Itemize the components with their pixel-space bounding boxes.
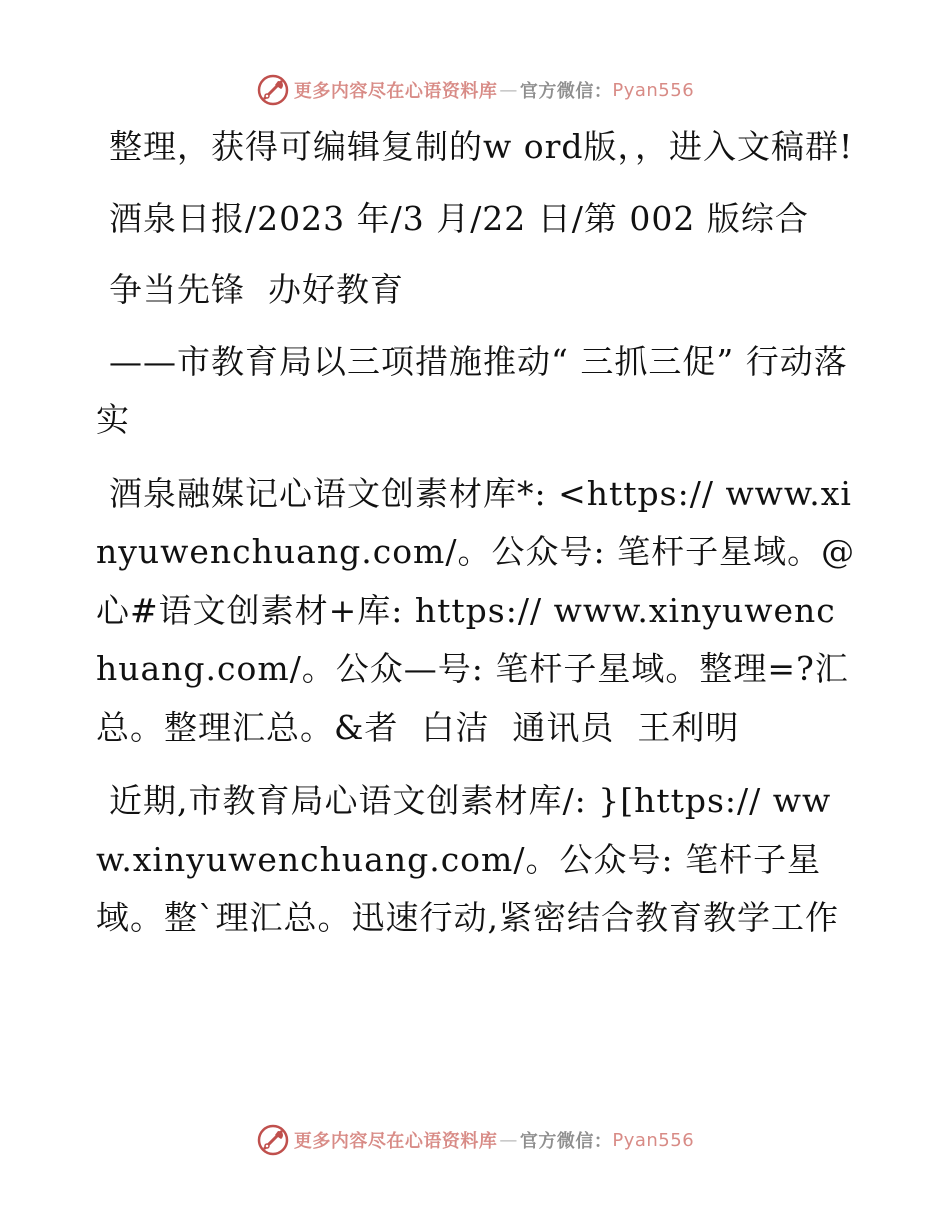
article-title: 争当先锋 办好教育	[109, 270, 404, 309]
paragraph-byline: 酒泉融媒记心语文创素材库*: <https:// www.xinyuwenchuang.com/。公众号: 笔杆子星域。@心#语文创素材+库: https:// www.xinyuwenchuang.com/。公众—号: 笔杆子星域。整理=?汇总。整理汇总。&者 白洁 通讯员 王利明	[96, 473, 856, 747]
document-body	[96, 118, 856, 963]
watermark-wechat-label: 官方微信：	[519, 1131, 613, 1152]
paragraph-body: 近期,市教育局心语文创素材库/: }[https:// www.xinyuwenchuang.com/。公众号: 笔杆子星域。整`理汇总。迅速行动,紧密结合教育教学工作	[96, 781, 839, 937]
quill-pen-logo-icon	[256, 73, 290, 107]
paragraph-intro: 整理，获得可编辑复制的w ord版，，进入文稿群!	[109, 127, 854, 166]
watermark-separator: —	[499, 79, 518, 101]
footer-watermark	[0, 1120, 950, 1160]
watermark-wechat-id: Pyan556	[612, 79, 695, 101]
article-subtitle: ——市教育局以三项措施推动“ 三抓三促” 行动落实	[96, 341, 848, 439]
watermark-wechat-id: Pyan556	[612, 1129, 695, 1151]
quill-pen-logo-icon	[256, 1123, 290, 1157]
watermark-wechat-label: 官方微信：	[519, 81, 613, 102]
watermark-main-text: 更多内容尽在心语资料库	[293, 1131, 498, 1152]
watermark-separator: —	[499, 1129, 518, 1151]
paragraph-source-line: 酒泉日报/2023 年/3 月/22 日/第 002 版综合	[109, 198, 809, 238]
watermark-main-text: 更多内容尽在心语资料库	[293, 81, 498, 102]
header-watermark	[0, 70, 950, 110]
